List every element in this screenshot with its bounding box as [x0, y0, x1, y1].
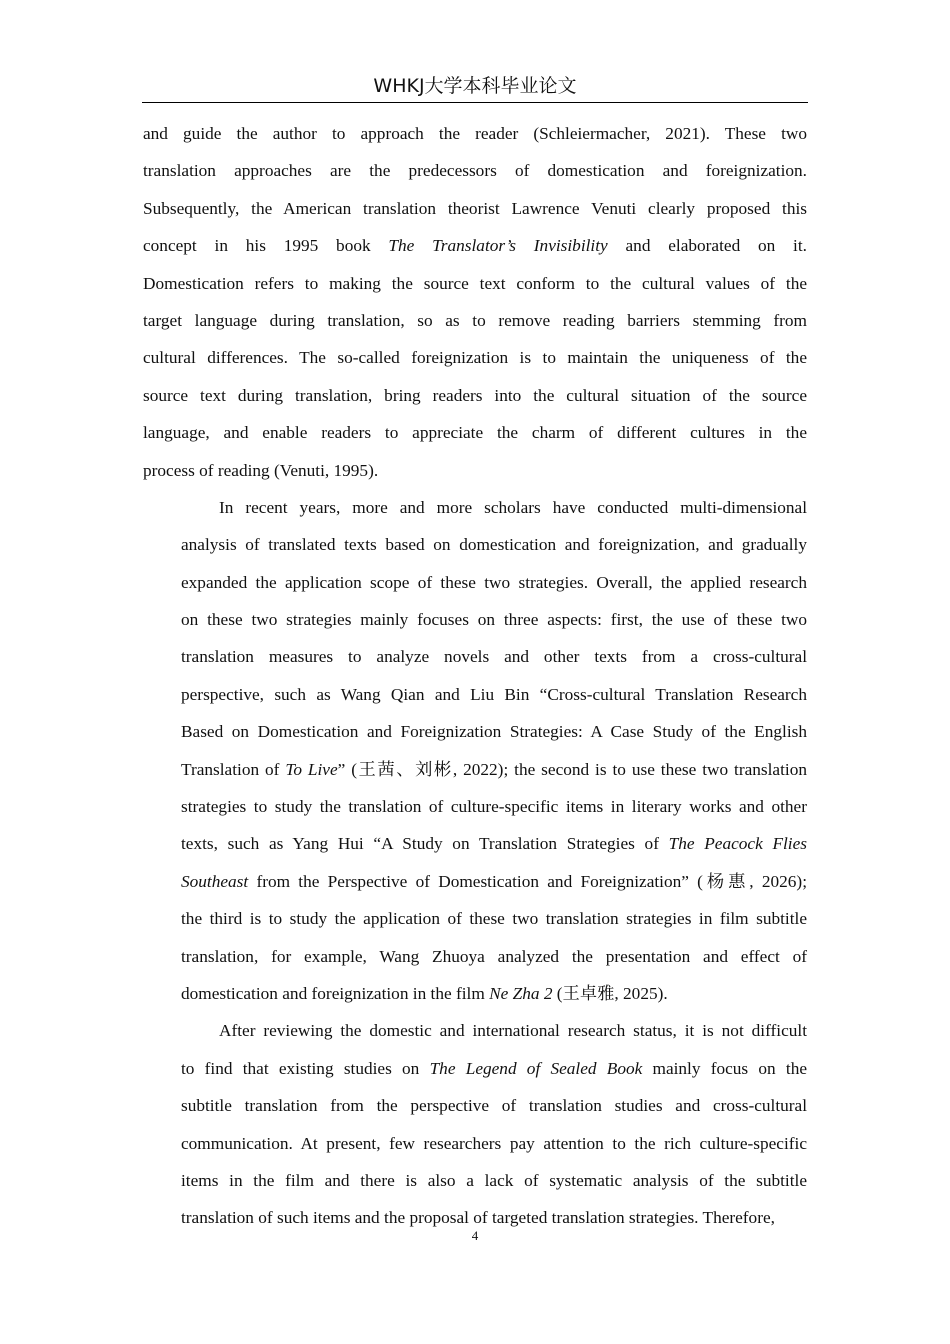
text-run: After reviewing the domestic and international research status, it is not difficult: [219, 1021, 807, 1041]
text-run: subtitle translation from the perspective of translation studies and cross-cultural: [181, 1096, 807, 1116]
text-run: items in the film and there is also a lack of systematic analysis of the subtitle: [181, 1170, 807, 1190]
text-line: [143, 489, 807, 526]
text-run: target language during translation, so as to remove reading barriers stemming from: [143, 310, 807, 330]
text-line: [143, 1162, 807, 1199]
text-run: Subsequently, the American translation theorist Lawrence Venuti clearly proposed this: [143, 198, 807, 218]
text-line: [143, 900, 807, 937]
text-line: [143, 676, 807, 713]
text-line: [143, 339, 807, 376]
text-run: Translation of: [181, 759, 286, 779]
text-line: [143, 564, 807, 601]
text-run: translation approaches are the predecessors of domestication and foreignization.: [143, 161, 807, 181]
text-run: translation of such items and the proposal of targeted translation strategies. Therefore,: [181, 1208, 775, 1228]
text-line: [143, 190, 807, 227]
paragraph: [143, 115, 807, 489]
page-footer: [0, 1228, 950, 1244]
text-run: on these two strategies mainly focuses on three aspects: first, the use of these two: [181, 610, 807, 630]
body-text: [143, 115, 807, 1237]
italic-title: Southeast: [181, 871, 249, 891]
text-run: ” (王茜、刘彬, 2022); the second is to use these two translation: [337, 759, 807, 779]
text-run: and elaborated on it.: [607, 236, 807, 256]
text-run: perspective, such as Wang Qian and Liu Bin “Cross-cultural Translation Research: [181, 684, 807, 704]
text-line: [143, 377, 807, 414]
text-line: [143, 302, 807, 339]
text-line: [143, 152, 807, 189]
text-line: [143, 751, 807, 788]
italic-title: Ne Zha 2: [489, 983, 553, 1003]
text-run: texts, such as Yang Hui “A Study on Translation Strategies of: [181, 834, 669, 854]
text-line: [143, 526, 807, 563]
text-run: expanded the application scope of these two strategies. Overall, the applied research: [181, 572, 807, 592]
text-line: [143, 452, 807, 489]
text-line: [143, 863, 807, 900]
text-line: [143, 1087, 807, 1124]
text-run: language, and enable readers to appreciate the charm of different cultures in the: [143, 423, 807, 443]
text-line: [143, 713, 807, 750]
text-run: process of reading (Venuti, 1995).: [143, 460, 379, 480]
text-run: In recent years, more and more scholars have conducted multi-dimensional: [219, 497, 807, 517]
text-run: strategies to study the translation of culture-specific items in literary works and other: [181, 797, 807, 817]
text-run: the third is to study the application of these two translation strategies in film subtitle: [181, 909, 807, 929]
text-line: [143, 265, 807, 302]
text-run: to find that existing studies on: [181, 1058, 430, 1078]
italic-title: The Peacock Flies: [668, 834, 807, 854]
text-run: domestication and foreignization in the film: [181, 983, 490, 1003]
italic-title: The Legend of Sealed Book: [429, 1058, 643, 1078]
text-run: communication. At present, few researchers pay attention to the rich culture-specific: [181, 1133, 807, 1153]
text-line: [143, 227, 807, 264]
text-line: [143, 1125, 807, 1162]
page-number: 4: [471, 1228, 479, 1243]
text-line: [143, 938, 807, 975]
text-run: analysis of translated texts based on domestication and foreignization, and gradually: [181, 535, 807, 555]
text-line: [143, 975, 807, 1012]
paragraph: [143, 1012, 807, 1236]
text-run: (王卓雅, 2025).: [552, 983, 668, 1003]
text-line: [143, 1012, 807, 1049]
text-run: translation measures to analyze novels and other texts from a cross-cultural: [181, 647, 807, 667]
text-run: concept in his 1995 book: [143, 236, 389, 256]
text-run: translation, for example, Wang Zhuoya analyzed the presentation and effect of: [181, 946, 807, 966]
text-line: [143, 1050, 807, 1087]
italic-title: To Live: [285, 759, 338, 779]
text-run: Domestication refers to making the source text conform to the cultural values of the: [143, 273, 807, 293]
text-line: [143, 414, 807, 451]
text-line: [143, 788, 807, 825]
text-run: mainly focus on the: [642, 1058, 808, 1078]
paragraph: [143, 489, 807, 1012]
text-line: [143, 601, 807, 638]
text-line: [143, 638, 807, 675]
text-line: [143, 115, 807, 152]
header-title: WHKJ大学本科毕业论文: [373, 75, 577, 97]
text-run: cultural differences. The so-called foreignization is to maintain the uniqueness of the: [143, 348, 807, 368]
text-line: [143, 825, 807, 862]
text-run: source text during translation, bring readers into the cultural situation of the source: [143, 385, 807, 405]
text-run: from the Perspective of Domestication and Foreignization” (杨惠, 2026);: [248, 871, 807, 891]
page-header: [142, 70, 808, 103]
italic-title: The Translator’s Invisibility: [388, 236, 608, 256]
text-run: Based on Domestication and Foreignization Strategies: A Case Study of the English: [181, 722, 807, 742]
text-run: and guide the author to approach the reader (Schleiermacher, 2021). These two: [143, 124, 807, 143]
